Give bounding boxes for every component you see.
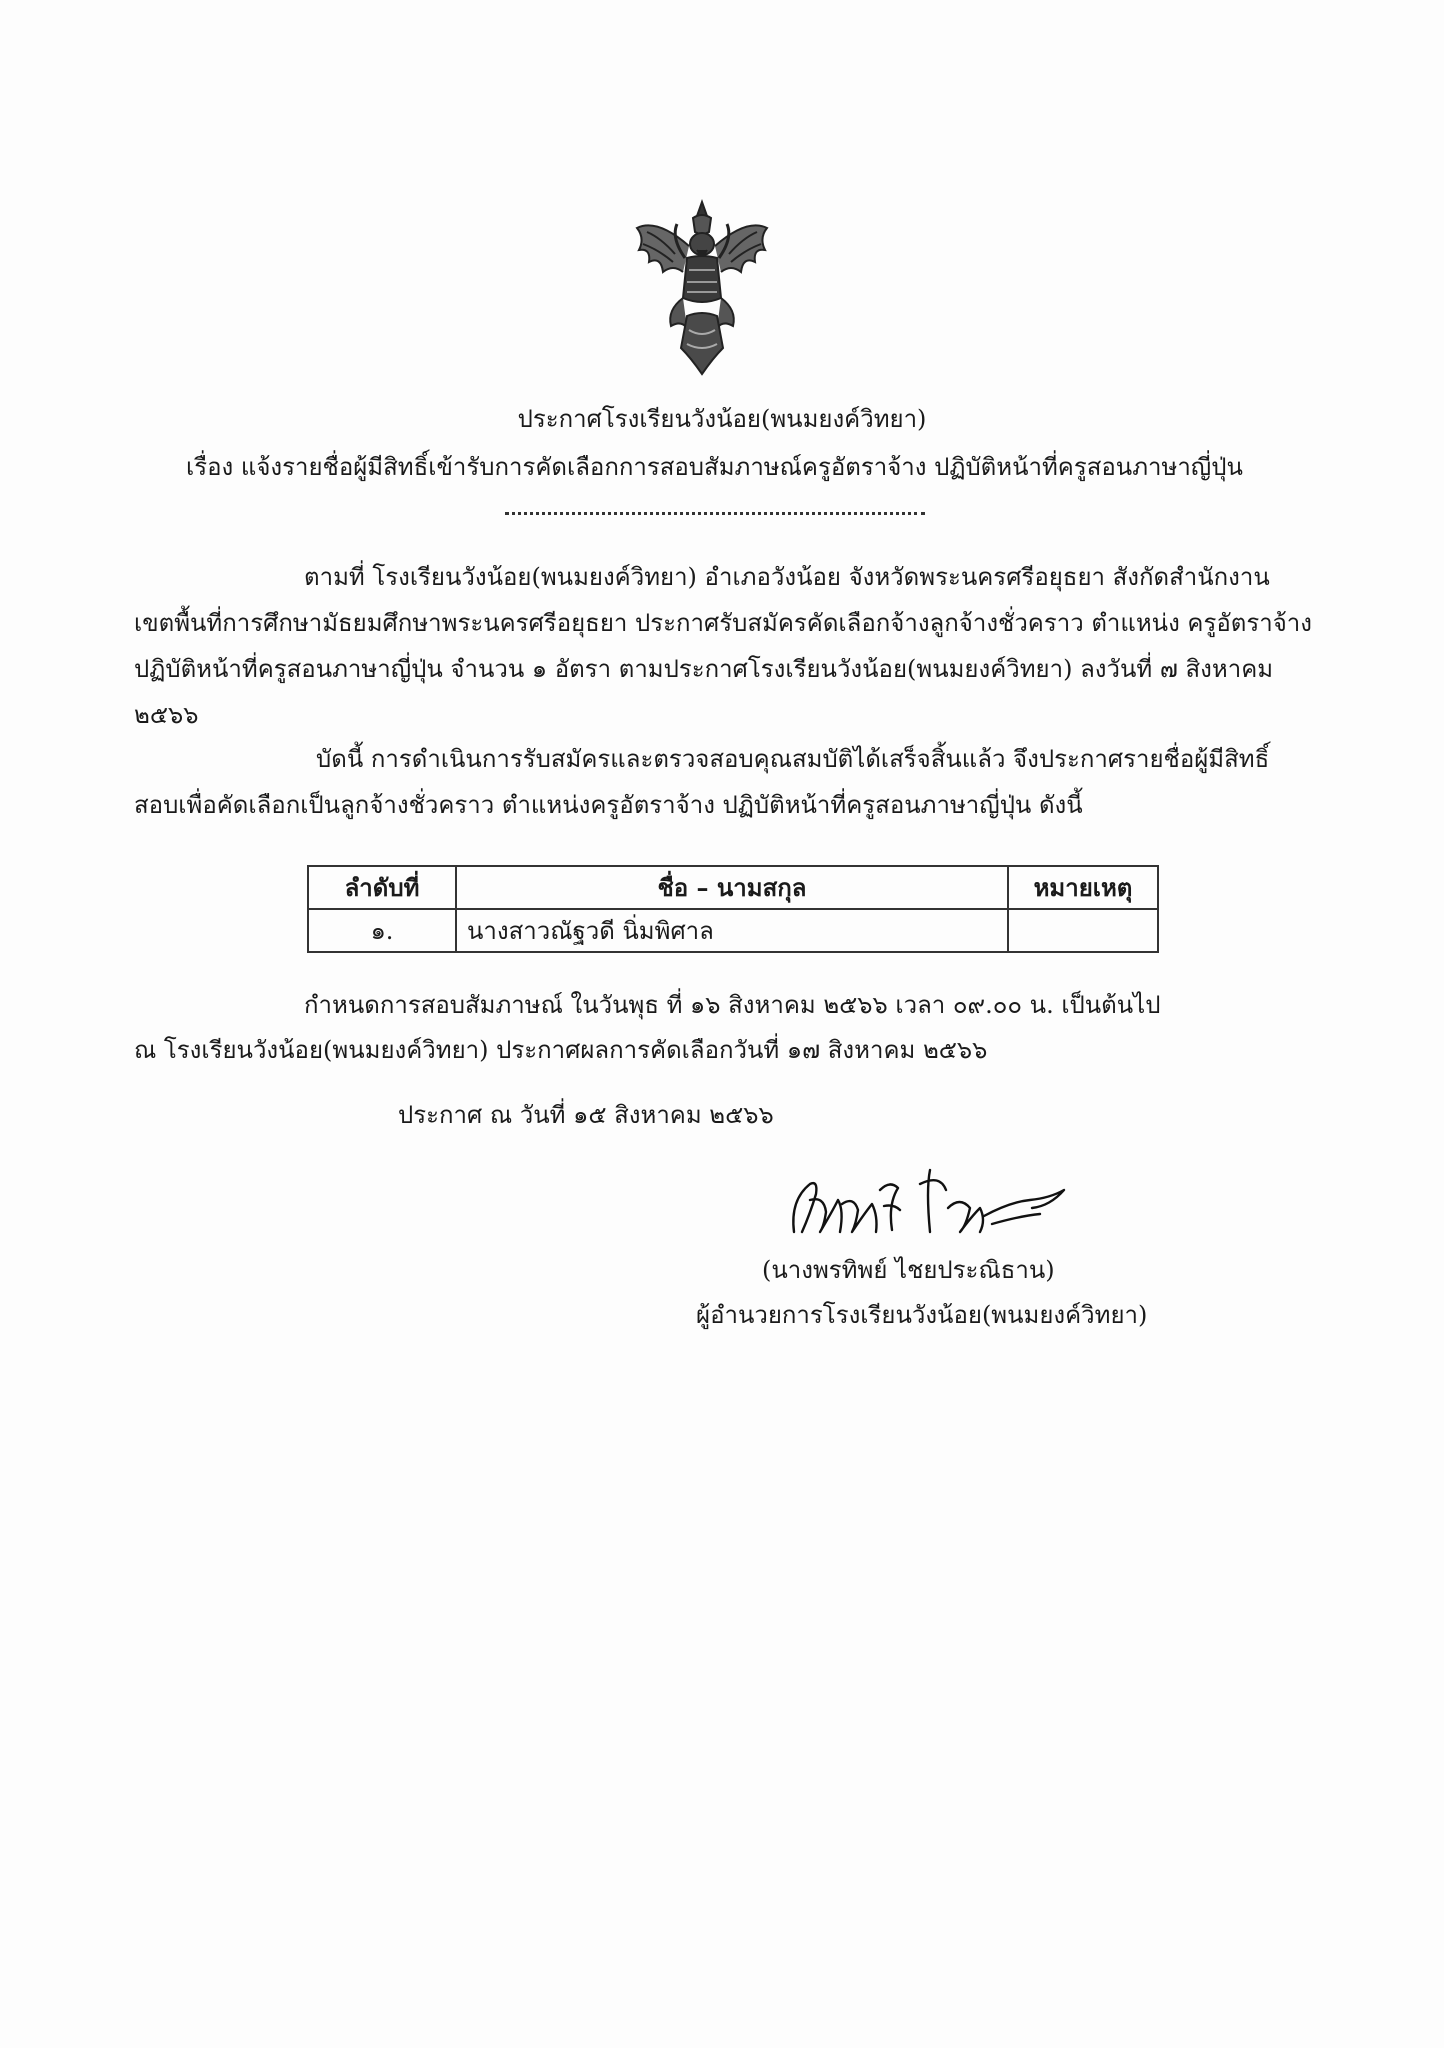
column-header-name: ชื่อ – นามสกุล (456, 866, 1008, 909)
signatory-name: (นางพรทิพย์ ไชยประณิธาน) (762, 1256, 1055, 1284)
paragraph-1-line-2: เขตพื้นที่การศึกษามัธยมศึกษาพระนครศรีอยุธยา ประกาศรับสมัครคัดเลือกจ้างลูกจ้างชั่วคราว ตำแหน่ง ครูอัตราจ้าง (134, 609, 1313, 637)
announce-date: ประกาศ ณ วันที่ ๑๕ สิงหาคม ๒๕๖๖ (398, 1101, 774, 1129)
announcement-subject: เรื่อง แจ้งรายชื่อผู้มีสิทธิ์เข้ารับการคัดเลือกการสอบสัมภาษณ์ครูอัตราจ้าง ปฏิบัติหน้าที่ครูสอนภาษาญี่ปุ่น (186, 453, 1243, 481)
announcement-title: ประกาศโรงเรียนวังน้อย(พนมยงค์วิทยา) (517, 405, 927, 433)
row-no: ๑. (308, 909, 456, 952)
column-header-remark: หมายเหตุ (1008, 866, 1158, 909)
schedule-line-2: ณ โรงเรียนวังน้อย(พนมยงค์วิทยา) ประกาศผลการคัดเลือกวันที่ ๑๗ สิงหาคม ๒๕๖๖ (134, 1036, 988, 1064)
garuda-emblem-icon (627, 198, 777, 378)
paragraph-1-line-1: ตามที่ โรงเรียนวังน้อย(พนมยงค์วิทยา) อำเภอวังน้อย จังหวัดพระนครศรีอยุธยา สังกัดสำนักงาน (304, 563, 1270, 591)
table-row (308, 909, 1158, 952)
candidate-table (307, 865, 1159, 953)
table-header-row (308, 866, 1158, 909)
paragraph-1-line-4: ๒๕๖๖ (134, 701, 199, 729)
paragraph-2-line-2: สอบเพื่อคัดเลือกเป็นลูกจ้างชั่วคราว ตำแหน่งครูอัตราจ้าง ปฏิบัติหน้าที่ครูสอนภาษาญี่ปุ่น ดังนี้ (134, 791, 1083, 819)
signature-image (780, 1160, 1070, 1250)
row-remark (1008, 909, 1158, 952)
schedule-line-1: กำหนดการสอบสัมภาษณ์ ในวันพุธ ที่ ๑๖ สิงหาคม ๒๕๖๖ เวลา ๐๙.๐๐ น. เป็นต้นไป (304, 991, 1161, 1019)
signatory-position: ผู้อำนวยการโรงเรียนวังน้อย(พนมยงค์วิทยา) (696, 1301, 1148, 1329)
row-name: นางสาวณัฐวดี นิ่มพิศาล (456, 909, 1008, 952)
dotted-separator (505, 508, 925, 515)
paragraph-2-line-1: บัดนี้ การดำเนินการรับสมัครและตรวจสอบคุณสมบัติได้เสร็จสิ้นแล้ว จึงประกาศรายชื่อผู้มีสิทธิ์ (316, 745, 1270, 773)
column-header-no: ลำดับที่ (308, 866, 456, 909)
paragraph-1-line-3: ปฏิบัติหน้าที่ครูสอนภาษาญี่ปุ่น จำนวน ๑ อัตรา ตามประกาศโรงเรียนวังน้อย(พนมยงค์วิทยา) ลงวันที่ ๗ สิงหาคม (134, 655, 1274, 683)
